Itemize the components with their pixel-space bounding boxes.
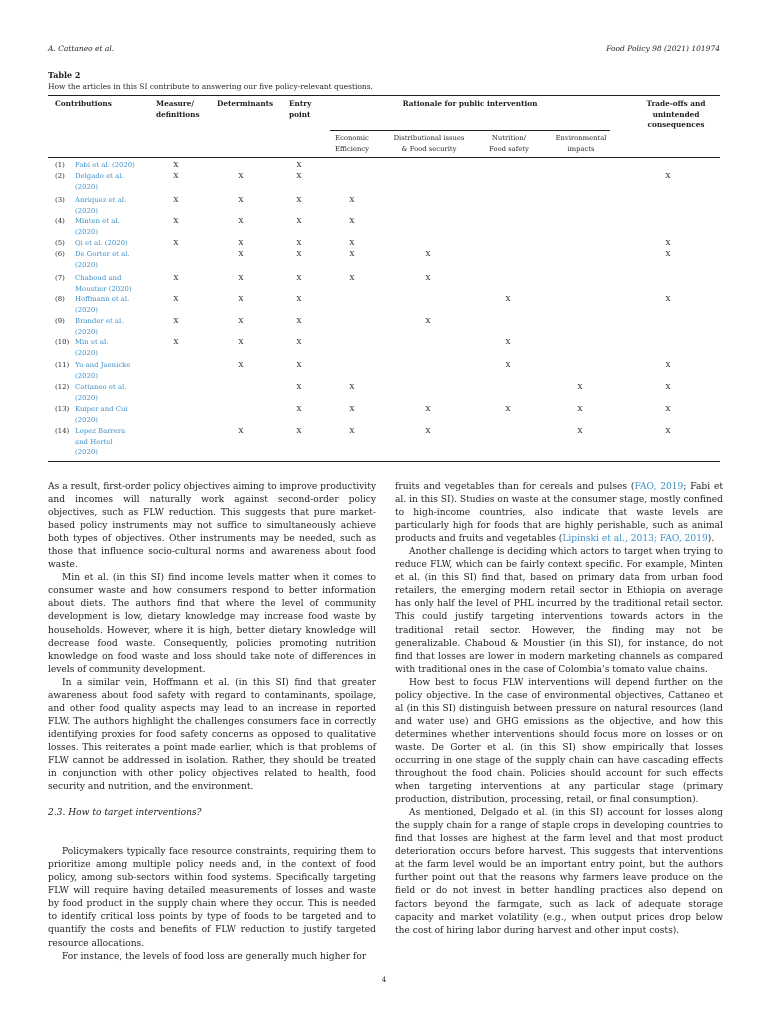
table-cell-mark: X xyxy=(296,172,302,180)
table-row-label: (1) Fabi et al. (2020) xyxy=(55,161,135,169)
table-row-label: (12) Cattaneo et al. (2020) xyxy=(55,383,127,402)
paragraph: How best to focus FLW interventions will depend further on the policy objective. In the case of environmental objectives, Cattaneo et al (in this SI) distinguish between pressure on natural resources (land and water use) and GHG emissions as the objective, and how this determines whether interventions should focus more on losses or on waste. De Gorter et al. (in this SI) show empirically that losses occurring in one stage of the supply chain can have cascading effects throughout the food chain. Policies should account for such effects when targeting interventions at any particular stage (primary production, distribution, processing, retail, or final consumption). xyxy=(395,677,723,806)
subheader-environmental: Environmental impacts xyxy=(555,134,607,153)
table-top-rule xyxy=(48,95,720,96)
table-cell-mark: X xyxy=(238,250,244,258)
subheader-nutrition: Nutrition/ Food safety xyxy=(489,134,529,153)
table-cell-mark: X xyxy=(173,196,179,204)
table-cell-mark: X xyxy=(173,274,179,282)
table-cell-mark: X xyxy=(665,427,671,435)
table-row-label: (3) Anriquez et al. (2020) xyxy=(55,196,127,215)
table-cell-mark: X xyxy=(296,295,302,303)
table-cell-mark: X xyxy=(577,405,583,413)
table-cell-mark: X xyxy=(665,172,671,180)
table-cell-mark: X xyxy=(425,405,431,413)
table-cell-mark: X xyxy=(296,317,302,325)
table-cell-mark: X xyxy=(238,427,244,435)
table-cell-mark: X xyxy=(665,383,671,391)
table-cell-mark: X xyxy=(296,405,302,413)
table-cell-mark: X xyxy=(349,274,355,282)
col-header-determinants: Determinants xyxy=(217,99,274,108)
table-cell-mark: X xyxy=(173,239,179,247)
paragraph: Min et al. (in this SI) find income levels matter when it comes to consumer waste and how consumers respond to better information about diets. The authors find that where the level of community development is low, dietary knowledge may increase food waste by households. However, where it is high, better dietary knowledge will decrease food waste. Consequently, policies promoting nutrition knowledge on food waste and loss should take note of differences in levels of community development. xyxy=(48,573,376,675)
paragraph: In a similar vein, Hoffmann et al. (in this SI) find that greater awareness about food safety with regard to contaminants, spoilage, and other food quality aspects may lead to an increase in reported FLW. The authors highlight the challenges consumers face in correctly identifying proxies for food safety concerns as opposed to qualitative losses. This reiterates a point made earlier, which is that problems of FLW cannot be addressed in isolation. Rather, they should be treated in conjunction with other policy objectives related to health, food security and nutrition, and the environment. xyxy=(48,677,376,793)
citation-link[interactable]: Lipinski et al., 2013; FAO, 2019 xyxy=(562,534,708,545)
paragraph: As a result, first-order policy objectives aiming to improve productivity and incomes will naturally work against second-order policy objectives, such as FLW reduction. This suggests that pure market-based policy instruments may not suffice to simultaneously achieve both types of objectives. Other instruments may be needed, such as those that influence socio-cultural norms and awareness about food waste. xyxy=(48,482,376,571)
table-cell-mark: X xyxy=(349,196,355,204)
table-cell-mark: X xyxy=(665,295,671,303)
table-cell-mark: X xyxy=(577,383,583,391)
paragraph: For instance, the levels of food loss are generally much higher for xyxy=(62,951,367,962)
table-cell-mark: X xyxy=(238,239,244,247)
table-row-label: (6) De Gorter et al. (2020) xyxy=(55,250,130,269)
subheader-distributional: Distributional issues & Food security xyxy=(393,134,465,153)
table-cell-mark: X xyxy=(349,383,355,391)
table-cell-mark: X xyxy=(173,217,179,225)
table-cell-mark: X xyxy=(505,405,511,413)
table-cell-mark: X xyxy=(349,239,355,247)
table-row-label: (7) Chaboud and Moustier (2020) xyxy=(55,274,132,293)
table-cell-mark: X xyxy=(238,295,244,303)
table-row-label: (10) Min et al. (2020) xyxy=(55,338,109,357)
table-row-label: (2) Delgado et al. (2020) xyxy=(55,172,124,191)
table-cell-mark: X xyxy=(349,427,355,435)
table-cell-mark: X xyxy=(349,217,355,225)
table-bottom-rule xyxy=(48,461,720,462)
subheader-economic-efficiency: Economic Efficiency xyxy=(335,134,369,153)
table-cell-mark: X xyxy=(173,161,179,169)
table-cell-mark: X xyxy=(296,361,302,369)
table-cell-mark: X xyxy=(296,338,302,346)
table-cell-mark: X xyxy=(173,338,179,346)
body-left-column xyxy=(48,481,376,964)
paragraph: Another challenge is deciding which actors to target when trying to reduce FLW, which can be fairly context specific. For example, Minten et al. (in this SI) find that, based on primary data from urban food retailers, the emerging modern retail sector in Ethiopia on average has only half the level of PHL incurred by the traditional retail sector. This could justify targeting interventions towards actors in the traditional retail sector. However, the finding may not be generalizable. Chaboud & Moustier (in this SI), for instance, do not find that losses are lower in modern marketing channels as compared with traditional ones in the case of Colombia’s tomato value chains. xyxy=(395,547,723,675)
table-row-label: (14) Lopez Barrera and Hertel (2020) xyxy=(55,427,126,457)
table-cell-mark: X xyxy=(425,250,431,258)
table-cell-mark: X xyxy=(238,172,244,180)
col-header-entry-point: Entry point xyxy=(289,99,312,119)
table-cell-mark: X xyxy=(296,427,302,435)
table-cell-mark: X xyxy=(238,361,244,369)
table-cell-mark: X xyxy=(296,250,302,258)
table-cell-mark: X xyxy=(296,383,302,391)
table-cell-mark: X xyxy=(349,250,355,258)
table-row-label: (4) Minten et al. (2020) xyxy=(55,217,120,236)
col-header-rationale: Rationale for public intervention xyxy=(402,99,538,108)
col-header-contributions: Contributions xyxy=(55,99,112,108)
citation-link[interactable]: FAO, 2019 xyxy=(634,482,684,492)
table-cell-mark: X xyxy=(349,405,355,413)
table-cell-mark: X xyxy=(238,196,244,204)
table-cell-mark: X xyxy=(173,317,179,325)
table-row-label: (11) Yu and Jaenicke (2020) xyxy=(55,361,131,380)
table-cell-mark: X xyxy=(173,295,179,303)
col-header-tradeoffs: Trade-offs and unintended consequences xyxy=(646,99,706,129)
table-cell-mark: X xyxy=(505,361,511,369)
table-cell-mark: X xyxy=(238,217,244,225)
table-header-rule xyxy=(48,157,720,158)
paragraph: As mentioned, Delgado et al. (in this SI) account for losses along the supply chain for a range of staple crops in developing countries to find that losses are highest at the farm level and that most product deterioration occurs before harvest. This suggests that interventions at the farm level would be an important entry point, but the authors further point out that the reasons why farmers leave produce on the field or do not invest in better handling practices also depend on factors beyond the farmgate, such as lack of adequate storage capacity and market volatility (e.g., when output prices drop below the cost of hiring labor during harvest and other input costs). xyxy=(395,808,723,936)
running-header-authors: A. Cattaneo et al. xyxy=(48,44,115,53)
table-row-label: (8) Hoffmann et al. (2020) xyxy=(55,295,130,314)
paragraph: Policymakers typically face resource constraints, requiring them to prioritize among multiple policy needs and, in the context of food policy, among sub-sectors within food systems. Specifically targeting FLW will require having detailed measurements of losses and waste by food product in the supply chain where they occur. This is needed to identify critical loss points by type of foods to be targeted and to quantify the costs and benefits of FLW reduction to justify targeted resource allocations. xyxy=(48,847,376,949)
table-cell-mark: X xyxy=(425,274,431,282)
table-cell-mark: X xyxy=(665,361,671,369)
table-cell-mark: X xyxy=(238,338,244,346)
table-row-label: (9) Brander et al. (2020) xyxy=(55,317,124,336)
table-cell-mark: X xyxy=(238,274,244,282)
table-cell-mark: X xyxy=(296,196,302,204)
table-cell-mark: X xyxy=(665,250,671,258)
table-cell-mark: X xyxy=(505,295,511,303)
section-heading: 2.3. How to target interventions? xyxy=(48,808,202,819)
table-cell-mark: X xyxy=(665,239,671,247)
body-right-column xyxy=(395,481,723,938)
page-number: 4 xyxy=(381,976,387,984)
table-title: Table 2 xyxy=(48,70,81,80)
table-cell-mark: X xyxy=(425,317,431,325)
rationale-subrule xyxy=(330,130,610,131)
table-cell-mark: X xyxy=(296,161,302,169)
table-row-label: (5) Qi et al. (2020) xyxy=(55,239,128,247)
running-header-journal: Food Policy 98 (2021) 101974 xyxy=(606,44,720,53)
table-cell-mark: X xyxy=(425,427,431,435)
table-cell-mark: X xyxy=(296,239,302,247)
table-cell-mark: X xyxy=(238,317,244,325)
table-cell-mark: X xyxy=(173,172,179,180)
table-row-label: (13) Kuiper and Cui (2020) xyxy=(55,405,128,424)
table-cell-mark: X xyxy=(296,217,302,225)
table-cell-mark: X xyxy=(577,427,583,435)
table-caption: How the articles in this SI contribute to answering our five policy-relevant questions. xyxy=(48,82,373,91)
table-cell-mark: X xyxy=(665,405,671,413)
table-cell-mark: X xyxy=(296,274,302,282)
table-cell-mark: X xyxy=(505,338,511,346)
paragraph: fruits and vegetables than for cereals and pulses (FAO, 2019; Fabi et al. in this SI). Studies on waste at the consumer stage, mostly confined to high-income countries, also indicate that waste levels are particularly high for foods that are highly perishable, such as animal products and fruits and vegetables (Lipinski et al., 2013; FAO, 2019). xyxy=(395,482,723,545)
col-header-measure: Measure/ definitions xyxy=(156,99,200,119)
